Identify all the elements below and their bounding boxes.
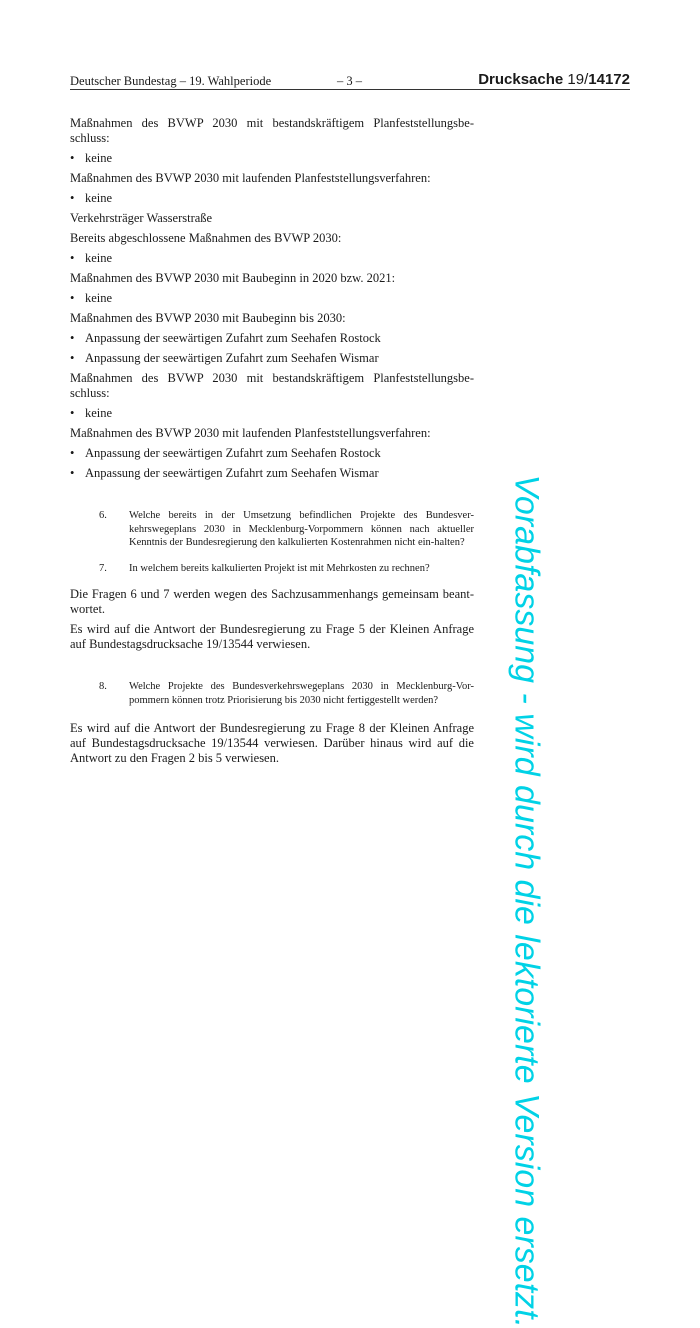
bullet-item: • Anpassung der seewärtigen Zufahrt zum Seehafen Rostock (70, 446, 474, 461)
bullet-item: • keine (70, 191, 474, 206)
paragraph: Maßnahmen des BVWP 2030 mit bestandskräftigem Planfeststellungsbe-schluss: (70, 371, 474, 400)
question-text: Welche Projekte des Bundesverkehrswegeplans 2030 in Mecklenburg-Vor-pommern können trotz Priorisierung bis 2030 nicht fertiggestellt werden? (129, 681, 474, 706)
bullet-item: • Anpassung der seewärtigen Zufahrt zum Seehafen Rostock (70, 331, 474, 346)
bullet-item: • keine (70, 151, 474, 166)
bullet-item: • Anpassung der seewärtigen Zufahrt zum Seehafen Wismar (70, 351, 474, 366)
paragraph: Maßnahmen des BVWP 2030 mit Baubeginn bis 2030: (70, 311, 346, 325)
document-number (478, 71, 630, 88)
paragraph: Maßnahmen des BVWP 2030 mit bestandskräftigem Planfeststellungsbe-schluss: (70, 116, 474, 145)
question-number: 7. (99, 562, 107, 574)
bullet-item: • keine (70, 291, 474, 306)
question-6 (99, 509, 474, 550)
question-number: 6. (99, 510, 107, 521)
document-label: Drucksache (478, 71, 564, 88)
paragraph: Maßnahmen des BVWP 2030 mit laufenden Planfeststellungsverfahren: (70, 426, 431, 440)
document-number-main: 14172 (588, 71, 630, 88)
section-heading: Verkehrsträger Wasserstraße (70, 211, 213, 225)
header-rule (70, 89, 630, 90)
question-7 (99, 562, 474, 576)
paragraph: Bereits abgeschlossene Maßnahmen des BVWP 2030: (70, 231, 342, 245)
answer-paragraph: Es wird auf die Antwort der Bundesregierung zu Frage 8 der Kleinen Anfrage auf Bundestagsdrucksache 19/13544 verwiesen. Darüber hinaus wird auf die Antwort zu den Fragen 2 bis 5 verwiesen. (70, 721, 474, 765)
question-number: 8. (99, 681, 107, 692)
question-text: Welche bereits in der Umsetzung befindlichen Projekte des Bundesver-kehrswegeplans 2030 in Mecklenburg-Vorpommern können nach aktueller Kenntnis der Bundesregierung den kalkulierten Kostenrahmen nicht ein-halten? (129, 510, 474, 548)
bullet-item: • keine (70, 406, 474, 421)
page-number: – 3 – (337, 74, 362, 88)
paragraph: Maßnahmen des BVWP 2030 mit Baubeginn in 2020 bzw. 2021: (70, 271, 396, 285)
page-header (70, 71, 630, 91)
bullet-item: • Anpassung der seewärtigen Zufahrt zum Seehafen Wismar (70, 466, 474, 481)
header-publisher: Deutscher Bundestag – 19. Wahlperiode (70, 74, 272, 88)
question-8 (99, 680, 474, 707)
document-number-prefix: 19/ (567, 71, 589, 88)
answer-paragraph: Die Fragen 6 und 7 werden wegen des Sachzusammenhangs gemeinsam beant-wortet. (70, 587, 474, 616)
question-text: In welchem bereits kalkulierten Projekt ist mit Mehrkosten zu rechnen? (129, 562, 430, 574)
answer-paragraph: Es wird auf die Antwort der Bundesregierung zu Frage 5 der Kleinen Anfrage auf Bundestagsdrucksache 19/13544 verwiesen. (70, 622, 474, 651)
page-body (70, 116, 474, 771)
draft-watermark: Vorabfassung - wird durch die lektorierte Version ersetzt. (507, 474, 546, 1328)
bullet-item: • keine (70, 251, 474, 266)
paragraph: Maßnahmen des BVWP 2030 mit laufenden Planfeststellungsverfahren: (70, 171, 431, 185)
